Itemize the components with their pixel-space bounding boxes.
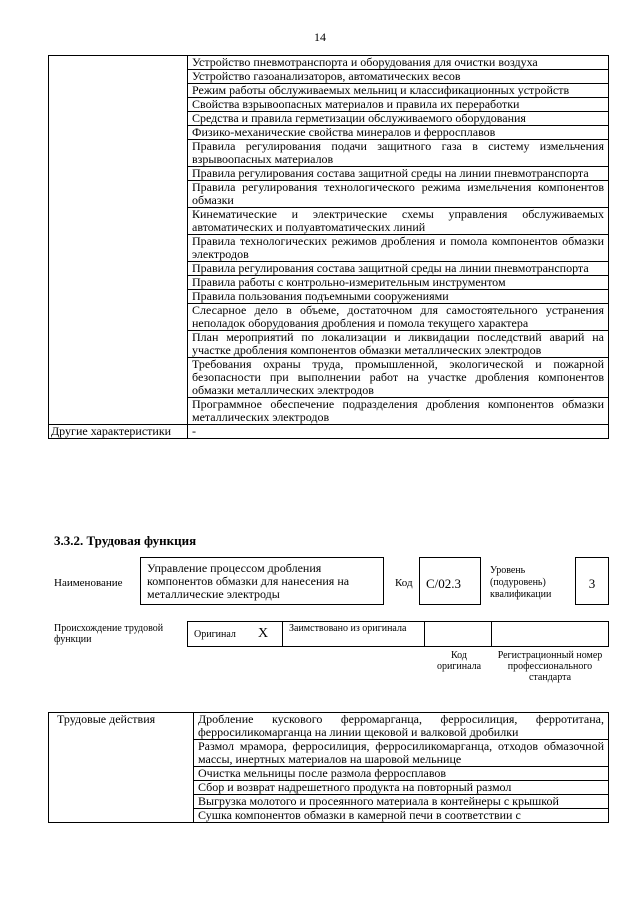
action-cell: Сбор и возврат надрешетного продукта на повторный размол — [194, 781, 609, 795]
requirement-cell: Правила регулирования состава защитной среды на линии пневмотранспорта — [188, 262, 609, 276]
table-row — [49, 425, 609, 439]
requirement-cell: Слесарное дело в объеме, достаточном для самостоятельного устранения неполадок оборудования дробления и помола текущего характера — [188, 304, 609, 331]
code-label: Код — [395, 577, 413, 589]
function-name: Управление процессом дробления компонентов обмазки для нанесения на металлические электроды — [147, 561, 350, 601]
requirement-cell: Требования охраны труда, промышленной, экологической и пожарной безопасности при выполнении работ на участке дробления компонентов обмазки металлических электродов — [188, 358, 609, 398]
code-original-label: Код оригинала — [436, 650, 482, 672]
requirement-cell: План мероприятий по локализации и ликвидации последствий аварий на участке дробления компонентов обмазки металлических электродов — [188, 331, 609, 358]
borrowed-cell — [282, 621, 425, 647]
page-number: 14 — [314, 30, 326, 44]
requirement-cell: Средства и правила герметизации обслуживаемого оборудования — [188, 112, 609, 126]
action-cell: Сушка компонентов обмазки в камерной печи в соответствии с — [194, 809, 609, 823]
labor-actions-table — [48, 712, 609, 823]
level-label: Уровень (подуровень) квалификации — [490, 565, 552, 600]
requirement-cell: Свойства взрывоопасных материалов и правила их переработки — [188, 98, 609, 112]
labor-actions-label: Трудовые действия — [49, 713, 194, 823]
requirement-cell: Правила работы с контрольно-измерительным инструментом — [188, 276, 609, 290]
section-heading: 3.3.2. Трудовая функция — [54, 533, 197, 548]
requirement-cell: Правила пользования подъемными сооружениями — [188, 290, 609, 304]
requirement-cell: Правила регулирования технологического режима измельчения компонентов обмазки — [188, 181, 609, 208]
borrowed-label: Заимствовано из оригинала — [289, 623, 407, 634]
action-cell: Очистка мельницы после размола ферросплавов — [194, 767, 609, 781]
original-label: Оригинал — [194, 629, 236, 640]
requirement-cell: Правила регулирования подачи защитного газа в систему измельчения взрывоопасных материалов — [188, 140, 609, 167]
level-box — [575, 557, 609, 605]
requirement-cell: Правила технологических режимов дробления и помола компонентов обмазки электродов — [188, 235, 609, 262]
original-mark: X — [258, 626, 269, 641]
reg-number-cell — [491, 621, 609, 647]
reg-number-label: Регистрационный номер профессионального стандарта — [497, 650, 603, 683]
table-row — [49, 713, 609, 740]
name-label: Наименование — [54, 577, 123, 589]
requirement-cell: Кинематические и электрические схемы управления обслуживаемых автоматических и полуавтоматических линий — [188, 208, 609, 235]
origin-label: Происхождение трудовой функции — [54, 623, 164, 645]
category-cell — [49, 56, 188, 425]
table-row — [49, 56, 609, 70]
code-value: C/02.3 — [426, 576, 462, 591]
requirement-cell: Режим работы обслуживаемых мельниц и классификационных устройств — [188, 84, 609, 98]
original-cell — [187, 621, 283, 647]
requirement-cell: Правила регулирования состава защитной среды на линии пневмотранспорта — [188, 167, 609, 181]
function-name-box — [140, 557, 384, 605]
code-box — [419, 557, 481, 605]
requirement-cell: Устройство газоанализаторов, автоматических весов — [188, 70, 609, 84]
action-cell: Дробление кускового ферромарганца, ферросилиция, ферротитана, ферросиликомарганца на линии щековой и валковой дробилки — [194, 713, 609, 740]
requirement-cell: Устройство пневмотранспорта и оборудования для очистки воздуха — [188, 56, 609, 70]
action-cell: Выгрузка молотого и просеянного материала в контейнеры с крышкой — [194, 795, 609, 809]
action-cell: Размол мрамора, ферросилиция, ферросиликомарганца, отходов обмазочной массы, инертных материалов на шаровой мельнице — [194, 740, 609, 767]
requirement-cell: Программное обеспечение подразделения дробления компонентов обмазки металлических электродов — [188, 398, 609, 425]
knowledge-table — [48, 55, 609, 439]
level-value: 3 — [588, 576, 596, 591]
category-cell: Другие характеристики — [49, 425, 188, 439]
requirement-cell: Физико-механические свойства минералов и ферросплавов — [188, 126, 609, 140]
code-original-cell — [424, 621, 492, 647]
requirement-cell: - — [188, 425, 609, 439]
